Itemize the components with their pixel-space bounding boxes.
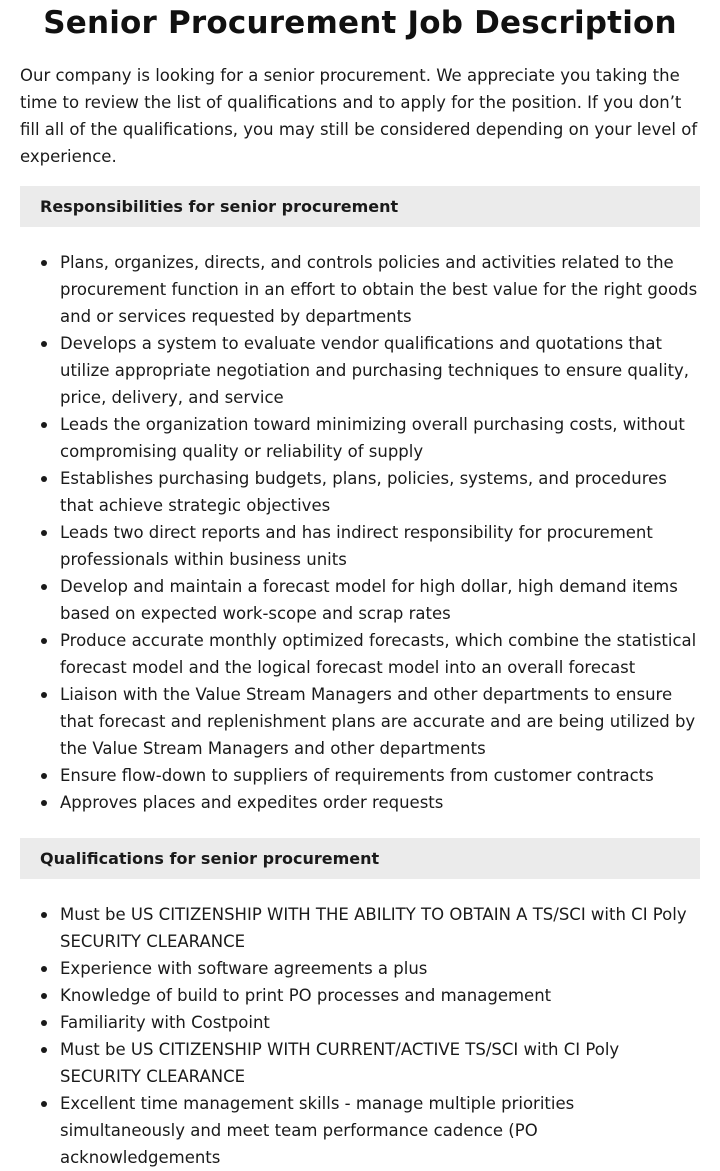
list-item: Excellent time management skills - manage multiple priorities simultaneously and meet team performance cadence (PO acknowledgements [60, 1090, 700, 1171]
responsibilities-heading: Responsibilities for senior procurement [20, 186, 700, 227]
page-title: Senior Procurement Job Description [43, 5, 677, 41]
qualifications-list [20, 901, 700, 1171]
list-item: Must be US CITIZENSHIP WITH CURRENT/ACTIVE TS/SCI with CI Poly SECURITY CLEARANCE [60, 1036, 700, 1090]
qualifications-heading: Qualifications for senior procurement [20, 838, 700, 879]
list-item: Experience with software agreements a plus [60, 955, 700, 982]
list-item: Knowledge of build to print PO processes and management [60, 982, 700, 1009]
list-item: Liaison with the Value Stream Managers and other departments to ensure that forecast and replenishment plans are accurate and are being utilized by the Value Stream Managers and other departments [60, 681, 700, 762]
list-item: Must be US CITIZENSHIP WITH THE ABILITY TO OBTAIN A TS/SCI with CI Poly SECURITY CLEARANCE [60, 901, 700, 955]
intro-paragraph: Our company is looking for a senior procurement. We appreciate you taking the time to review the list of qualifications and to apply for the position. If you don’t fill all of the qualifications, you may still be considered depending on your level of experience. [20, 66, 698, 166]
list-item: Plans, organizes, directs, and controls policies and activities related to the procurement function in an effort to obtain the best value for the right goods and or services requested by departments [60, 249, 700, 330]
list-item: Approves places and expedites order requests [60, 789, 700, 816]
list-item: Leads the organization toward minimizing overall purchasing costs, without compromising quality or reliability of supply [60, 411, 700, 465]
responsibilities-list [20, 249, 700, 816]
list-item: Develops a system to evaluate vendor qualifications and quotations that utilize appropriate negotiation and purchasing techniques to ensure quality, price, delivery, and service [60, 330, 700, 411]
list-item: Establishes purchasing budgets, plans, policies, systems, and procedures that achieve strategic objectives [60, 465, 700, 519]
list-item: Familiarity with Costpoint [60, 1009, 700, 1036]
list-item: Produce accurate monthly optimized forecasts, which combine the statistical forecast model and the logical forecast model into an overall forecast [60, 627, 700, 681]
list-item: Leads two direct reports and has indirect responsibility for procurement professionals within business units [60, 519, 700, 573]
list-item: Ensure flow-down to suppliers of requirements from customer contracts [60, 762, 700, 789]
list-item: Develop and maintain a forecast model for high dollar, high demand items based on expected work-scope and scrap rates [60, 573, 700, 627]
